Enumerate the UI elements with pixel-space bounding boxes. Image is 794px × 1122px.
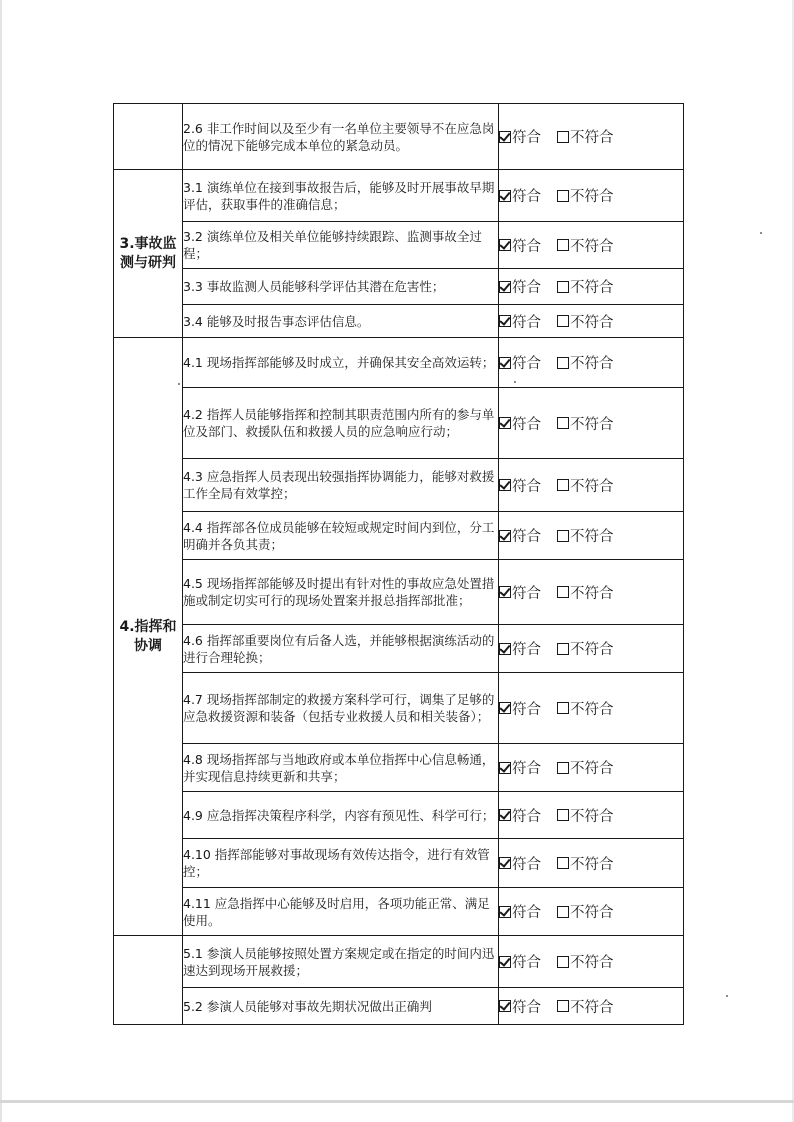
option-label: 不符合 [570, 905, 614, 921]
option-conform[interactable] [499, 235, 541, 256]
empty-box-icon[interactable] [557, 315, 569, 327]
checked-box-icon[interactable] [499, 586, 511, 598]
table-row [114, 338, 684, 388]
criterion-text: 2.6 非工作时间以及至少有一名单位主要领导不在应急岗位的情况下能够完成本单位的紧急动员。 [183, 104, 499, 170]
option-label: 符合 [512, 280, 541, 296]
empty-box-icon[interactable] [557, 190, 569, 202]
option-conform[interactable] [499, 126, 541, 147]
table-row [114, 269, 684, 305]
result-cell [499, 625, 684, 673]
category-cell [114, 104, 183, 170]
result-cell [499, 388, 684, 459]
option-nonconform[interactable] [557, 582, 614, 603]
option-label: 符合 [512, 955, 541, 971]
result-cell [499, 744, 684, 792]
option-label: 不符合 [570, 761, 614, 777]
option-label: 不符合 [570, 356, 614, 372]
option-conform[interactable] [499, 311, 541, 332]
result-cell [499, 338, 684, 388]
option-label: 符合 [512, 189, 541, 205]
empty-box-icon[interactable] [557, 530, 569, 542]
option-label: 不符合 [570, 701, 614, 718]
result-cell [499, 305, 684, 338]
option-label: 不符合 [570, 585, 614, 602]
empty-box-icon[interactable] [557, 131, 569, 143]
option-label: 符合 [512, 356, 541, 372]
scan-speck [726, 995, 728, 997]
option-label: 符合 [512, 642, 541, 658]
option-label: 符合 [512, 238, 541, 255]
option-conform[interactable] [499, 638, 541, 659]
table-row [114, 388, 684, 459]
empty-box-icon[interactable] [557, 281, 569, 293]
checked-box-icon[interactable] [499, 857, 511, 869]
option-nonconform[interactable] [557, 311, 614, 332]
criterion-text: 4.3 应急指挥人员表现出较强指挥协调能力，能够对救援工作全局有效掌控； [183, 459, 499, 512]
checked-box-icon[interactable] [499, 956, 511, 968]
checked-box-icon[interactable] [499, 190, 511, 202]
result-cell [499, 888, 684, 936]
option-conform[interactable] [499, 413, 541, 434]
result-cell [499, 560, 684, 625]
option-label: 符合 [512, 130, 541, 146]
table-row [114, 744, 684, 792]
table-row [114, 512, 684, 560]
option-nonconform[interactable] [557, 853, 614, 874]
option-label: 符合 [512, 478, 541, 495]
criterion-text: 4.9 应急指挥决策程序科学，内容有预见性、科学可行； [183, 792, 499, 839]
evaluation-table [113, 103, 684, 1025]
option-conform[interactable] [499, 853, 541, 874]
option-label: 符合 [512, 701, 541, 718]
checked-box-icon[interactable] [499, 417, 511, 429]
option-label: 符合 [512, 416, 541, 433]
empty-box-icon[interactable] [557, 956, 569, 968]
criterion-text: 3.3 事故监测人员能够科学评估其潜在危害性； [183, 269, 499, 305]
option-label: 不符合 [570, 856, 614, 873]
option-nonconform[interactable] [557, 235, 614, 256]
category-cell: 3.事故监测与研判 [114, 170, 183, 338]
checked-box-icon[interactable] [499, 479, 511, 491]
scan-speck [760, 232, 762, 234]
empty-box-icon[interactable] [557, 809, 569, 821]
empty-box-icon[interactable] [557, 239, 569, 251]
option-conform[interactable] [499, 698, 541, 719]
empty-box-icon[interactable] [557, 1000, 569, 1012]
option-label: 符合 [512, 529, 541, 545]
option-nonconform[interactable] [557, 352, 614, 373]
empty-box-icon[interactable] [557, 417, 569, 429]
result-cell [499, 222, 684, 269]
checked-box-icon[interactable] [499, 357, 511, 369]
option-nonconform[interactable] [557, 698, 614, 719]
option-nonconform[interactable] [557, 276, 614, 297]
empty-box-icon[interactable] [557, 586, 569, 598]
option-label: 不符合 [570, 478, 614, 495]
option-label: 符合 [512, 761, 541, 777]
empty-box-icon[interactable] [557, 643, 569, 655]
option-label: 不符合 [570, 416, 614, 433]
checked-box-icon[interactable] [499, 315, 511, 327]
option-label: 符合 [512, 856, 541, 873]
option-label: 符合 [512, 808, 541, 825]
checked-box-icon[interactable] [499, 762, 511, 774]
table-row [114, 305, 684, 338]
option-nonconform[interactable] [557, 525, 614, 546]
checked-box-icon[interactable] [499, 702, 511, 714]
table-row [114, 222, 684, 269]
option-nonconform[interactable] [557, 996, 614, 1017]
table-row [114, 988, 684, 1025]
option-label: 符合 [512, 905, 541, 921]
checked-box-icon[interactable] [499, 530, 511, 542]
category-cell: 4.指挥和协调 [114, 338, 183, 936]
option-conform[interactable] [499, 582, 541, 603]
option-nonconform[interactable] [557, 951, 614, 972]
checked-box-icon[interactable] [499, 131, 511, 143]
option-conform[interactable] [499, 352, 541, 373]
scan-edge-left [0, 0, 2, 1122]
option-nonconform[interactable] [557, 638, 614, 659]
option-conform[interactable] [499, 996, 541, 1017]
result-cell [499, 936, 684, 988]
criterion-text: 3.2 演练单位及相关单位能够持续跟踪、监测事故全过程； [183, 222, 499, 269]
option-conform[interactable] [499, 951, 541, 972]
result-cell [499, 792, 684, 839]
table-row [114, 888, 684, 936]
option-label: 不符合 [570, 999, 614, 1016]
option-conform[interactable] [499, 901, 541, 922]
criterion-text: 4.7 现场指挥部制定的救援方案科学可行，调集了足够的应急救援资源和装备（包括专业救援人员和相关装备）； [183, 673, 499, 744]
result-cell [499, 673, 684, 744]
criterion-text: 4.4 指挥部各位成员能够在较短或规定时间内到位，分工明确并各负其责； [183, 512, 499, 560]
table-row [114, 839, 684, 888]
result-cell [499, 104, 684, 170]
option-label: 不符合 [570, 314, 614, 331]
checked-box-icon[interactable] [499, 239, 511, 251]
option-label: 符合 [512, 314, 541, 331]
table-row [114, 170, 684, 222]
option-nonconform[interactable] [557, 805, 614, 826]
checked-box-icon[interactable] [499, 643, 511, 655]
category-cell [114, 936, 183, 1025]
criterion-text: 3.1 演练单位在接到事故报告后，能够及时开展事故早期评估，获取事件的准确信息； [183, 170, 499, 222]
criterion-text: 4.11 应急指挥中心能够及时启用，各项功能正常、满足使用。 [183, 888, 499, 936]
option-label: 不符合 [570, 238, 614, 255]
checked-box-icon[interactable] [499, 1000, 511, 1012]
criterion-text: 4.8 现场指挥部与当地政府或本单位指挥中心信息畅通，并实现信息持续更新和共享； [183, 744, 499, 792]
option-nonconform[interactable] [557, 185, 614, 206]
table-row [114, 792, 684, 839]
result-cell [499, 988, 684, 1025]
criterion-text: 5.2 参演人员能够对事故先期状况做出正确判 [183, 988, 499, 1025]
criterion-text: 4.10 指挥部能够对事故现场有效传达指令，进行有效管控； [183, 839, 499, 888]
criterion-text: 4.1 现场指挥部能够及时成立，并确保其安全高效运转； [183, 338, 499, 388]
option-label: 符合 [512, 585, 541, 602]
table-row [114, 104, 684, 170]
checked-box-icon[interactable] [499, 906, 511, 918]
option-conform[interactable] [499, 475, 541, 496]
checked-box-icon[interactable] [499, 281, 511, 293]
option-conform[interactable] [499, 525, 541, 546]
result-cell [499, 459, 684, 512]
option-conform[interactable] [499, 757, 541, 778]
option-nonconform[interactable] [557, 475, 614, 496]
criterion-text: 5.1 参演人员能够按照处置方案规定或在指定的时间内迅速达到现场开展救援； [183, 936, 499, 988]
option-label: 不符合 [570, 808, 614, 825]
result-cell [499, 170, 684, 222]
empty-box-icon[interactable] [557, 906, 569, 918]
empty-box-icon[interactable] [557, 479, 569, 491]
criterion-text: 3.4 能够及时报告事态评估信息。 [183, 305, 499, 338]
option-label: 不符合 [570, 280, 614, 296]
option-label: 不符合 [570, 955, 614, 971]
result-cell [499, 512, 684, 560]
option-label: 不符合 [570, 642, 614, 658]
scan-edge-bottom [0, 1100, 794, 1103]
result-cell [499, 839, 684, 888]
criterion-text: 4.2 指挥人员能够指挥和控制其职责范围内所有的参与单位及部门、救援队伍和救援人员的应急响应行动； [183, 388, 499, 459]
option-label: 符合 [512, 999, 541, 1016]
table-row [114, 673, 684, 744]
result-cell [499, 269, 684, 305]
criterion-text: 4.6 指挥部重要岗位有后备人选，并能够根据演练活动的进行合理轮换； [183, 625, 499, 673]
empty-box-icon[interactable] [557, 702, 569, 714]
table-row [114, 936, 684, 988]
option-conform[interactable] [499, 805, 541, 826]
table-row [114, 459, 684, 512]
empty-box-icon[interactable] [557, 357, 569, 369]
empty-box-icon[interactable] [557, 762, 569, 774]
option-nonconform[interactable] [557, 757, 614, 778]
table-row [114, 625, 684, 673]
option-conform[interactable] [499, 276, 541, 297]
option-conform[interactable] [499, 185, 541, 206]
option-label: 不符合 [570, 189, 614, 205]
criterion-text: 4.5 现场指挥部能够及时提出有针对性的事故应急处置措施或制定切实可行的现场处置案并报总指挥部批准； [183, 560, 499, 625]
option-nonconform[interactable] [557, 413, 614, 434]
option-label: 不符合 [570, 529, 614, 545]
option-nonconform[interactable] [557, 126, 614, 147]
checked-box-icon[interactable] [499, 809, 511, 821]
table-row [114, 560, 684, 625]
option-nonconform[interactable] [557, 901, 614, 922]
option-label: 不符合 [570, 130, 614, 146]
empty-box-icon[interactable] [557, 857, 569, 869]
